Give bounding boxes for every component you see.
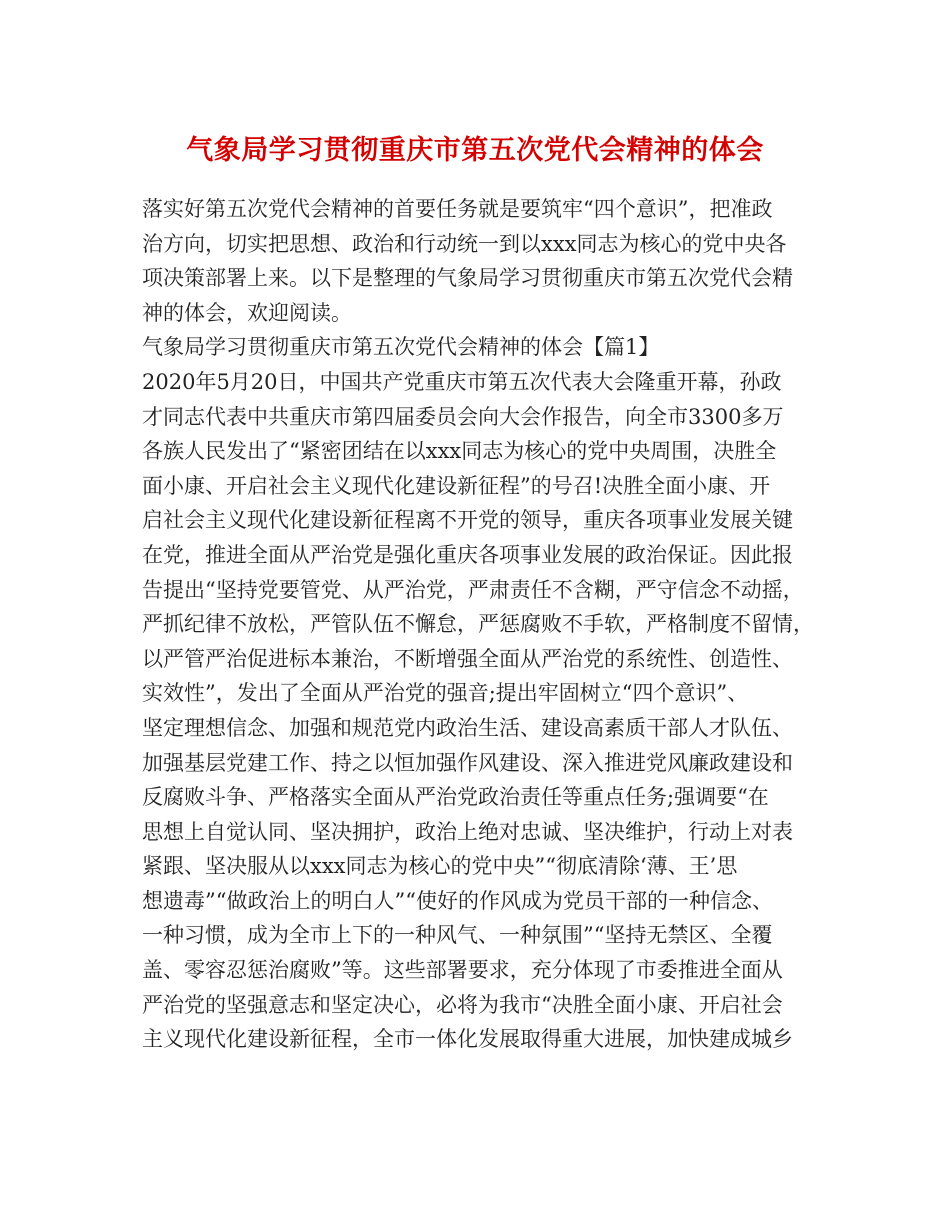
text-line: 面小康、开启社会主义现代化建设新征程”的号召!决胜全面小康、开 [142,473,771,498]
text-line: 2020年5月20日，中国共产党重庆市第五次代表大会隆重开幕，孙政 [142,369,782,394]
text-line: 盖、零容忍惩治腐败”等。这些部署要求，充分体现了市委推进全面从 [142,958,783,983]
text-line: 才同志代表中共重庆市第四届委员会向大会作报告，向全市3300多万 [142,404,784,429]
text-line: 思想上自觉认同、坚决拥护，政治上绝对忠诚、坚决维护，行动上对表 [142,819,793,844]
document-body [142,192,842,1057]
text-line: 严治党的坚强意志和坚定决心，必将为我市“决胜全面小康、开启社会 [142,992,783,1017]
text-line: 神的体会，欢迎阅读。 [142,300,352,325]
text-line: 以严管严治促进标本兼治，不断增强全面从严治党的系统性、创造性、 [142,646,793,671]
text-line: 紧跟、坚决服从以xxx同志为核心的党中央”“彻底清除‘薄、王’思 [142,854,738,879]
text-line: 告提出“坚持党要管党、从严治党，严肃责任不含糊，严守信念不动摇， [142,577,804,602]
text-line: 加强基层党建工作、持之以恒加强作风建设、深入推进党风廉政建设和 [142,750,793,775]
text-line: 实效性”，发出了全面从严治党的强音;提出牢固树立“四个意识”、 [142,681,749,706]
text-line: 治方向，切实把思想、政治和行动统一到以xxx同志为核心的党中央各 [142,231,787,256]
text-line: 坚定理想信念、加强和规范党内政治生活、建设高素质干部人才队伍、 [142,715,793,740]
text-line: 落实好第五次党代会精神的首要任务就是要筑牢“四个意识”，把准政 [142,197,773,221]
text-line: 反腐败斗争、严格落实全面从严治党政治责任等重点任务;强调要“在 [142,785,769,810]
text-line: 一种习惯，成为全市上下的一种风气、一种氛围”“坚持无禁区、全覆 [142,923,773,948]
text-line: 想遗毒”“做政治上的明白人”“使好的作风成为党员干部的一种信念、 [142,888,773,913]
text-line: 项决策部署上来。以下是整理的气象局学习贯彻重庆市第五次党代会精 [142,266,793,291]
section-heading: 气象局学习贯彻重庆市第五次党代会精神的体会【篇1】 [142,335,660,360]
document-title: 气象局学习贯彻重庆市第五次党代会精神的体会 [186,135,764,166]
text-line: 严抓纪律不放松，严管队伍不懈怠，严惩腐败不手软，严格制度不留情， [142,612,814,637]
text-line: 各族人民发出了“紧密团结在以xxx同志为核心的党中央周围，决胜全 [142,439,777,464]
text-line: 主义现代化建设新征程，全市一体化发展取得重大进展，加快建成城乡 [142,1027,793,1052]
text-line: 启社会主义现代化建设新征程离不开党的领导，重庆各项事业发展关键 [142,508,793,533]
text-line: 在党，推进全面从严治党是强化重庆各项事业发展的政治保证。因此报 [142,542,793,567]
